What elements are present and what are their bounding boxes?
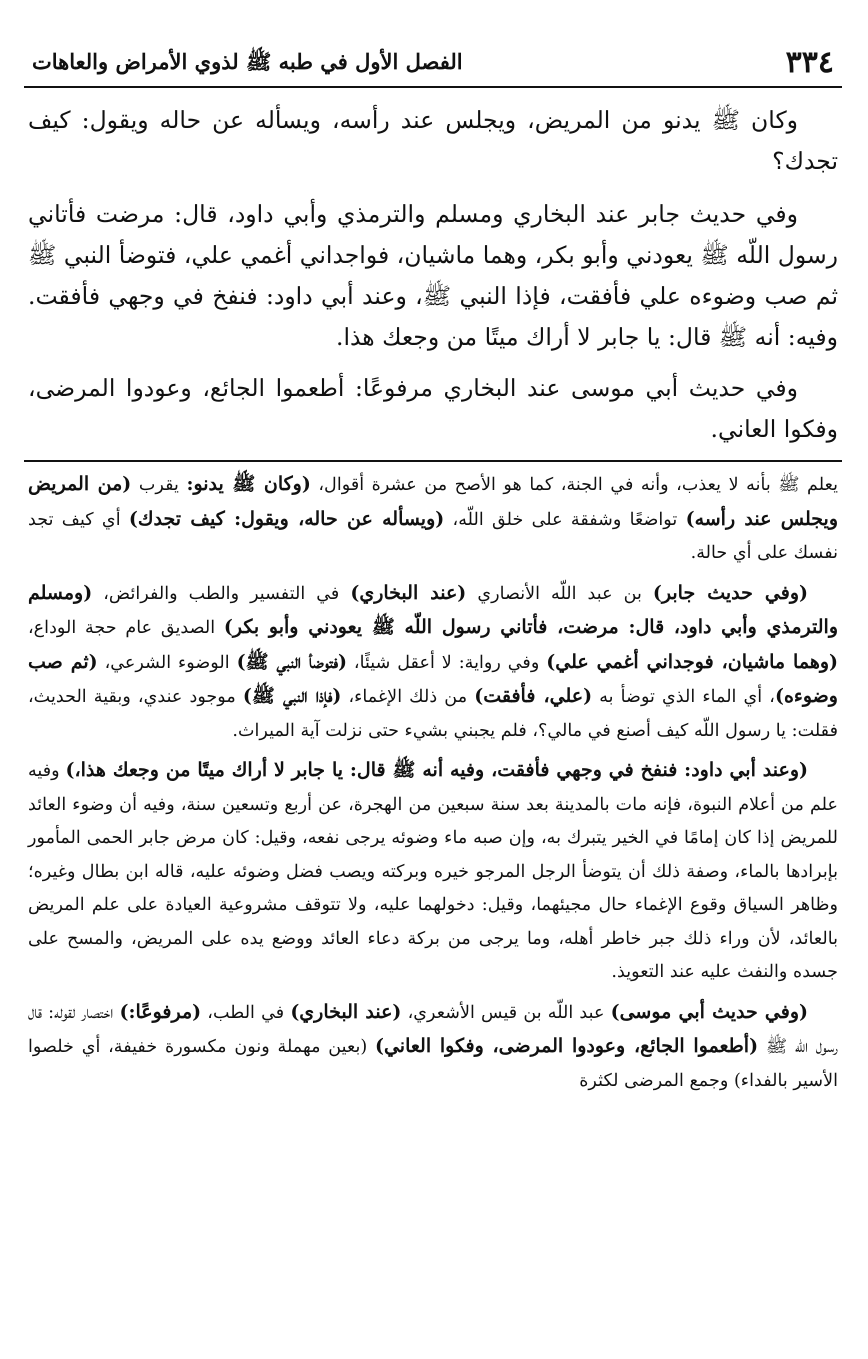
quoted-text: (ثم صب وضوءه) [28,650,838,707]
main-paragraph: وكان ﷺ يدنو من المريض، ويجلس عند رأسه، ويسأله عن حاله ويقول: كيف تجدك؟ [28,106,838,175]
quoted-text: (وهما ماشيان، فوجداني أغمي علي) [546,650,839,673]
commentary-text: من ذلك الإغماء، [341,687,475,707]
quoted-text: (علي، فأفقت) [474,685,593,707]
commentary-text: الوضوء الشرعي، [97,652,237,673]
commentary-text: أي كيف تجد نفسك على أي حالة. [28,509,838,563]
quoted-text: (وعند أبي داود: فنفخ في وجهي فأفقت، وفيه أنه ﷺ قال: يا جابر لا أراك ميتًا من وجعك هذا،) [65,759,808,781]
main-paragraph: وفي حديث أبي موسى عند البخاري مرفوعًا: أطعموا الجائع، وعودوا المرضى، وفكوا العاني. [28,374,838,443]
commentary-divider [24,460,842,462]
commentary-text: وفي رواية: لا أعقل شيئًا، [346,652,547,673]
quoted-text: (فتوضأ النبي ﷺ) [236,650,347,673]
quoted-text: (أطعموا الجائع، وعودوا المرضى، وفكوا العاني) [374,1035,759,1057]
commentary-text: ، أي الماء الذي توضأ به [592,687,775,707]
commentary-text: (بعين مهملة ونون مكسورة خفيفة، أي خلصوا الأسير بالفداء) وجمع المرضى لكثرة [28,1037,838,1091]
commentary-paragraph [28,754,838,990]
main-text [24,88,842,450]
commentary-text: موجود عندي، وبقية الحديث، فقلت: يا رسول اللّه كيف أصنع في مالي؟، فلم يجبني بشيء حتى نزلت آية الميراث. [28,687,838,741]
commentary-paragraph [28,996,838,1099]
main-paragraph: وفي حديث جابر عند البخاري ومسلم والترمذي وأبي داود، قال: مرضت فأتاني رسول اللّه ﷺ يعودني وأبو بكر، وهما ماشيان، فواجداني أغمي علي، فتوضأ النبي ﷺ ثم صب وضوءه علي فأفقت، فإذا النبي ﷺ، وعند أبي داود: فنفخ في وجهي فأفقت. وفيه: أنه ﷺ قال: يا جابر لا أراك ميتًا من وجعك هذا. [28,200,838,351]
commentary [24,468,842,1098]
quoted-text: (عند البخاري) [350,581,467,604]
commentary-text: في الطب، [201,1002,291,1023]
commentary-text: يعلم ﷺ بأنه لا يعذب، وأنه في الجنة، كما هو الأصح من عشرة أقوال، [310,475,838,495]
commentary-text: وفيه علم من أعلام النبوة، فإنه مات بالمدينة بعد سنة سبعين من الهجرة، عن أربع وتسعين سنة، وفيه أن وضوء العائد للمريض إذا كان إمامًا في الخير يتبرك به، وإن صبه ماء وضوئه يرجى نفعه، وقيل: كان مرض جابر الحمى المأمور بإبرادها بالماء، وصفة ذلك أن يتوضأ الرجل المرجو خيره وبركته ويصب فضل وضوئه عليه، قاله ابن بطال وغيره؛ وظاهر السياق وقوع الإغماء حال مجيئهما، وقيل: دخولهما عليه، ولا تتوقف مشروعية العيادة على علم المريض بالعائد، لأن وراء ذلك جبر خاطر أهله، وما يرجى من بركة دعاء العائد ووضع يده على المريض، والمسح على جسده والنفث عليه عند التعويذ. [28,761,838,982]
quoted-text: (وفي حديث أبي موسى) [610,1000,809,1023]
page-number: ٣٣٤ [785,45,834,80]
commentary-text: اختصار لقوله: قال رسول اللّه ﷺ [28,1002,839,1057]
quoted-text: (من المريض ويجلس عند رأسه) [28,473,838,530]
commentary-paragraph [28,577,838,749]
commentary-text: بن عبد اللّه الأنصاري [466,583,653,604]
running-title: الفصل الأول في طبه ﷺ لذوي الأمراض والعاهات [32,49,463,74]
commentary-text: في التفسير والطب والفرائض، [92,583,351,604]
quoted-text: (فإذا النبي ﷺ) [242,685,342,707]
commentary-paragraph [28,468,838,571]
quoted-text: (مرفوعًا:) [119,1000,202,1023]
page-header [24,30,842,88]
quoted-text: (وفي حديث جابر) [652,581,808,604]
commentary-text: الصديق عام حجة الوداع، [28,618,224,638]
quoted-text: (ويسأله عن حاله، ويقول: كيف تجدك) [128,507,445,530]
commentary-text: تواضعًا وشفقة على خلق اللّه، [444,509,686,530]
quoted-text: (ومسلم والترمذي وأبي داود، قال: مرضت، فأتاني رسول اللّه ﷺ يعودني وأبو بكر) [28,581,838,638]
commentary-text: يقرب [131,475,187,495]
quoted-text: (عند البخاري) [290,1000,402,1023]
commentary-text: عبد اللّه بن قيس الأشعري، [401,1002,611,1023]
quoted-text: (وكان ﷺ يدنو: [186,473,311,495]
